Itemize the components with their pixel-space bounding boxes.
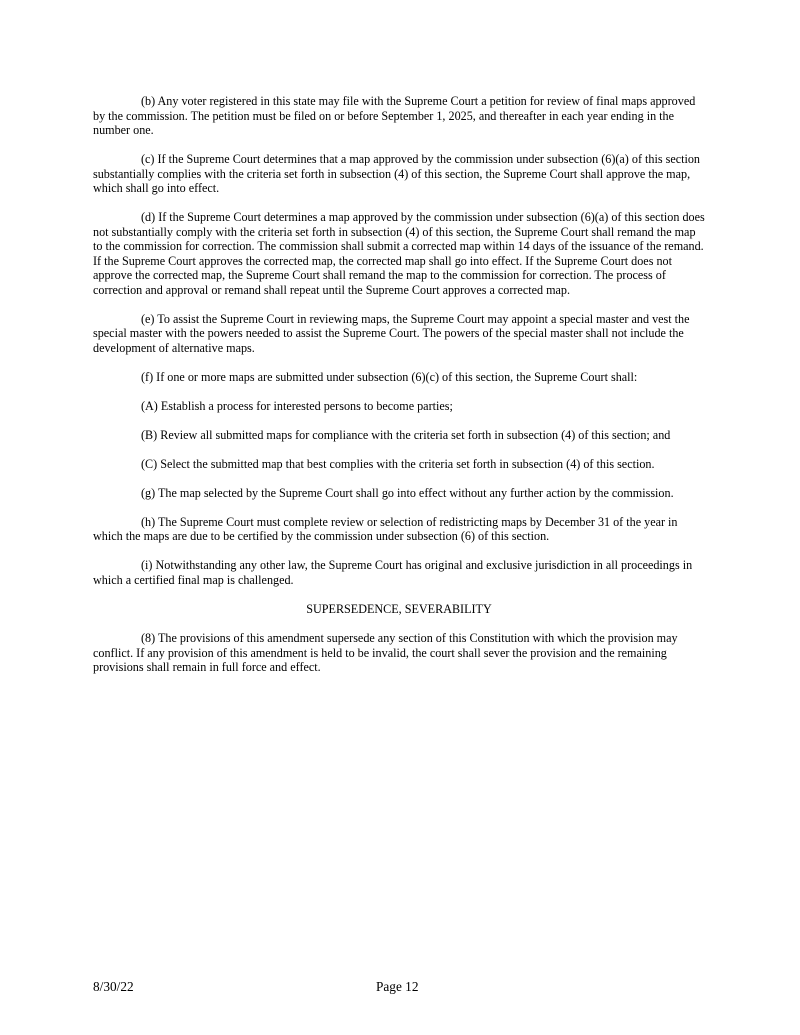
paragraph-f-A: (A) Establish a process for interested persons to become parties; bbox=[141, 398, 453, 413]
page-number: Page 12 bbox=[376, 979, 419, 994]
paragraph-8: (8) The provisions of this amendment supersede any section of this Constitution with which the provision may conflict. If any provision of this amendment is held to be invalid, the court shall sever the provision and the remaining provisions shall remain in full force and effect. bbox=[93, 631, 678, 674]
paragraph-i: (i) Notwithstanding any other law, the Supreme Court has original and exclusive jurisdiction in all proceedings in which a certified final map is challenged. bbox=[93, 558, 693, 587]
page-footer bbox=[93, 978, 705, 996]
section-heading: SUPERSEDENCE, SEVERABILITY bbox=[306, 601, 492, 616]
footer-date: 8/30/22 bbox=[93, 979, 134, 994]
paragraph-g: (g) The map selected by the Supreme Court shall go into effect without any further action by the commission. bbox=[141, 485, 674, 500]
document-body bbox=[93, 94, 705, 689]
paragraph-f-C: (C) Select the submitted map that best complies with the criteria set forth in subsection (4) of this section. bbox=[141, 456, 655, 471]
paragraph-h: (h) The Supreme Court must complete review or selection of redistricting maps by December 31 of the year in which the maps are due to be certified by the commission under subsection (6) of this section. bbox=[93, 514, 678, 543]
paragraph-b: (b) Any voter registered in this state may file with the Supreme Court a petition for review of final maps approved by the commission. The petition must be filed on or before September 1, 2025, and thereafter in each year ending in the number one. bbox=[93, 94, 696, 137]
paragraph-d: (d) If the Supreme Court determines a map approved by the commission under subsection (6)(a) of this section does not substantially comply with the criteria set forth in subsection (4) of this section, the Supreme Court shall remand the map to the commission for correction. The commission shall submit a corrected map within 14 days of the issuance of the remand. If the Supreme Court approves the corrected map, the corrected map shall go into effect. If the Supreme Court does not approve the corrected map, the Supreme Court shall remand the map to the commission for correction. The process of correction and approval or remand shall repeat until the Supreme Court approves a corrected map. bbox=[93, 210, 705, 297]
paragraph-c: (c) If the Supreme Court determines that a map approved by the commission under subsection (6)(a) of this section substantially complies with the criteria set forth in subsection (4) of this section, the Supreme Court shall approve the map, which shall go into effect. bbox=[93, 152, 700, 195]
paragraph-e: (e) To assist the Supreme Court in reviewing maps, the Supreme Court may appoint a special master and vest the special master with the powers needed to assist the Supreme Court. The powers of the special master shall not include the development of alternative maps. bbox=[93, 311, 690, 355]
paragraph-f-B: (B) Review all submitted maps for compliance with the criteria set forth in subsection (4) of this section; and bbox=[141, 427, 671, 442]
paragraph-f: (f) If one or more maps are submitted under subsection (6)(c) of this section, the Supreme Court shall: bbox=[141, 369, 638, 384]
